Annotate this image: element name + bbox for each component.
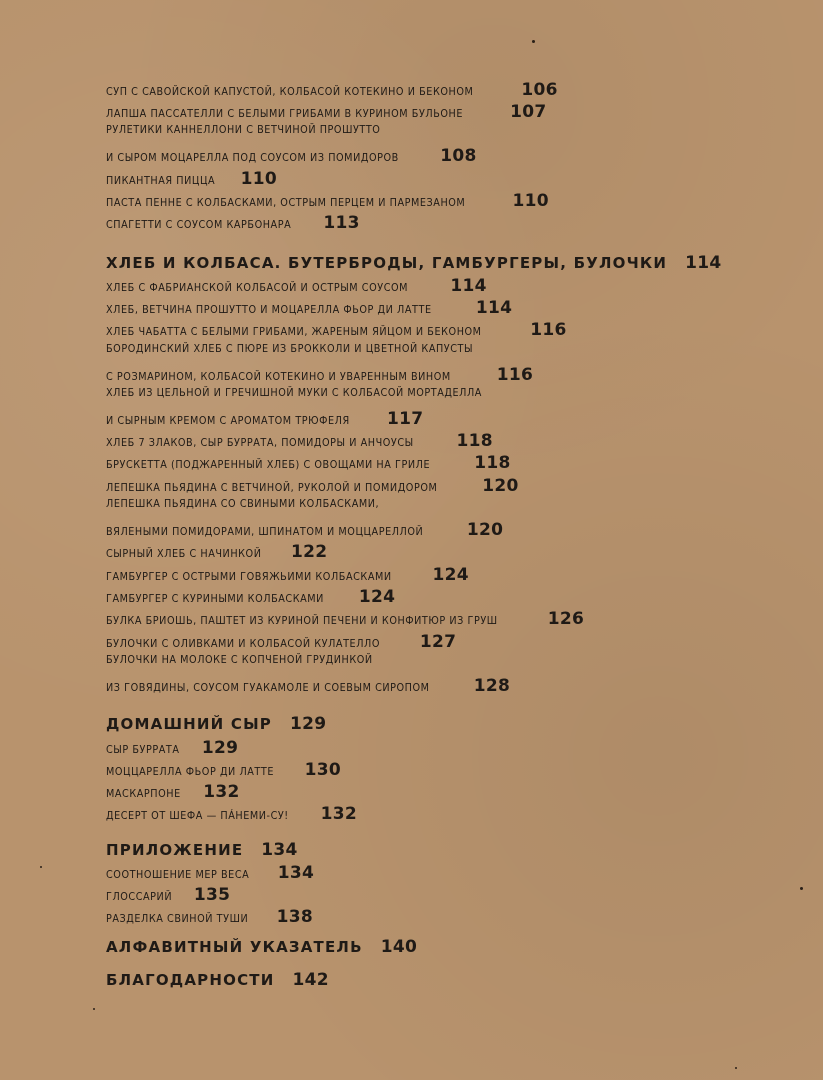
- toc-entry: [106, 191, 549, 211]
- toc-entry: [106, 213, 360, 233]
- page-number: 118: [456, 431, 493, 451]
- toc-entry: [106, 542, 327, 562]
- section-heading: [106, 970, 329, 990]
- page-number: 116: [530, 320, 567, 340]
- toc-entry: [106, 738, 238, 758]
- toc-entry: [106, 146, 477, 166]
- paper-speck: [800, 887, 803, 890]
- page-number: 114: [475, 298, 513, 318]
- page-number: 129: [201, 738, 239, 758]
- section-title: АЛФАВИТНЫЙ УКАЗАТЕЛЬ: [106, 938, 363, 956]
- entry-title: ЛЕПЕШКА ПЬЯДИНА СО СВИНЫМИ КОЛБАСКАМИ,: [106, 498, 380, 510]
- entry-title: ГАМБУРГЕР С ОСТРЫМИ ГОВЯЖЬИМИ КОЛБАСКАМИ: [106, 571, 392, 583]
- toc-entry: [106, 782, 240, 802]
- entry-title: БУЛОЧКИ НА МОЛОКЕ С КОПЧЕНОЙ ГРУДИНКОЙ: [106, 654, 373, 666]
- toc-entry: [106, 476, 519, 496]
- entry-title: ИЗ ГОВЯДИНЫ, СОУСОМ ГУАКАМОЛЕ И СОЕВЫМ СИРОПОМ: [106, 682, 430, 694]
- toc-entry: [106, 565, 469, 585]
- toc-entry: [106, 609, 584, 629]
- entry-title: МОЦЦАРЕЛЛА ФЬОР ДИ ЛАТТЕ: [106, 766, 275, 778]
- page-number: 124: [432, 565, 469, 585]
- entry-title: ГАМБУРГЕР С КУРИНЫМИ КОЛБАСКАМИ: [106, 593, 324, 605]
- page-number: 113: [323, 213, 360, 233]
- page-number: 138: [276, 907, 313, 927]
- page-number: 116: [496, 365, 534, 385]
- page-number: 117: [386, 409, 424, 429]
- entry-title: И СЫРОМ МОЦАРЕЛЛА ПОД СОУСОМ ИЗ ПОМИДОРОВ: [106, 152, 399, 164]
- section-heading: [106, 937, 417, 957]
- entry-title: ДЕСЕРТ ОТ ШЕФА — ПÁНЕМИ-СУ!: [106, 810, 289, 822]
- entry-title: СЫР БУРРАТА: [106, 744, 180, 756]
- toc-entry: [106, 676, 510, 696]
- section-heading: [106, 714, 326, 734]
- entry-title: ХЛЕБ 7 ЗЛАКОВ, СЫР БУРРАТА, ПОМИДОРЫ И АНЧОУСЫ: [106, 437, 414, 449]
- page-number: 127: [419, 632, 457, 652]
- section-title: ДОМАШНИЙ СЫР: [106, 715, 273, 733]
- toc-entry: [106, 387, 531, 399]
- toc-entry: [106, 654, 412, 666]
- toc-entry: [106, 804, 357, 824]
- page-number: 110: [240, 169, 278, 189]
- toc-entry: [106, 632, 456, 652]
- toc-entry: [106, 124, 420, 136]
- page-number: 120: [466, 520, 504, 540]
- section-title: ПРИЛОЖЕНИЕ: [106, 841, 244, 859]
- entry-title: ВЯЛЕНЫМИ ПОМИДОРАМИ, ШПИНАТОМ И МОЦЦАРЕЛЛОЙ: [106, 526, 424, 538]
- entry-title: МАСКАРПОНЕ: [106, 788, 181, 800]
- toc-entry: [106, 343, 521, 355]
- page-number: 108: [440, 146, 477, 166]
- entry-title: ГЛОССАРИЙ: [106, 891, 173, 903]
- page-number: 132: [203, 782, 240, 802]
- toc-entry: [106, 431, 493, 451]
- entry-title: БРУСКЕТТА (ПОДЖАРЕННЫЙ ХЛЕБ) С ОВОЩАМИ НА ГРИЛЕ: [106, 459, 431, 471]
- entry-title: ХЛЕБ ИЗ ЦЕЛЬНОЙ И ГРЕЧИШНОЙ МУКИ С КОЛБАСОЙ МОРТАДЕЛЛА: [106, 387, 482, 399]
- entry-title: РАЗДЕЛКА СВИНОЙ ТУШИ: [106, 913, 249, 925]
- page-number: 106: [521, 80, 558, 100]
- toc-entry: [106, 907, 313, 927]
- entry-title: СООТНОШЕНИЕ МЕР ВЕСА: [106, 869, 250, 881]
- page-number: 126: [547, 609, 585, 629]
- entry-title: ПАСТА ПЕННЕ С КОЛБАСКАМИ, ОСТРЫМ ПЕРЦЕМ И ПАРМЕЗАНОМ: [106, 197, 466, 209]
- toc-entry: [106, 320, 567, 340]
- page-number: 135: [193, 885, 231, 905]
- paper-speck: [532, 40, 535, 43]
- section-heading: [106, 840, 298, 860]
- entry-title: ХЛЕБ С ФАБРИАНСКОЙ КОЛБАСОЙ И ОСТРЫМ СОУСОМ: [106, 282, 409, 294]
- toc-entry: [106, 102, 546, 122]
- entry-title: ХЛЕБ, ВЕТЧИНА ПРОШУТТО И МОЦАРЕЛЛА ФЬОР ДИ ЛАТТЕ: [106, 304, 432, 316]
- toc-entry: [106, 760, 341, 780]
- toc-entry: [106, 80, 558, 100]
- paper-speck: [93, 1008, 95, 1010]
- toc-entry: [106, 276, 487, 296]
- toc-entry: [106, 453, 511, 473]
- entry-title: СУП С САВОЙСКОЙ КАПУСТОЙ, КОЛБАСОЙ КОТЕКИНО И БЕКОНОМ: [106, 86, 474, 98]
- page-number: 124: [358, 587, 396, 607]
- page-number: 132: [320, 804, 358, 824]
- entry-title: С РОЗМАРИНОМ, КОЛБАСОЙ КОТЕКИНО И УВАРЕННЫМ ВИНОМ: [106, 371, 451, 383]
- page-number: 134: [277, 863, 315, 883]
- page-number: 129: [290, 714, 327, 734]
- entry-title: ХЛЕБ ЧАБАТТА С БЕЛЫМИ ГРИБАМИ, ЖАРЕНЫМ ЯЙЦОМ И БЕКОНОМ: [106, 326, 482, 338]
- paper-speck: [735, 1067, 737, 1069]
- toc-entry: [106, 409, 423, 429]
- page-number: 128: [473, 676, 511, 696]
- entry-title: СЫРНЫЙ ХЛЕБ С НАЧИНКОЙ: [106, 548, 262, 560]
- section-title: ХЛЕБ И КОЛБАСА. БУТЕРБРОДЫ, ГАМБУРГЕРЫ, БУЛОЧКИ: [106, 254, 668, 272]
- entry-title: БОРОДИНСКИЙ ХЛЕБ С ПЮРЕ ИЗ БРОККОЛИ И ЦВЕТНОЙ КАПУСТЫ: [106, 343, 474, 355]
- entry-title: ЛАПША ПАССАТЕЛЛИ С БЕЛЫМИ ГРИБАМИ В КУРИНОМ БУЛЬОНЕ: [106, 108, 464, 120]
- entry-title: ЛЕПЕШКА ПЬЯДИНА С ВЕТЧИНОЙ, РУКОЛОЙ И ПОМИДОРОМ: [106, 482, 438, 494]
- entry-title: БУЛОЧКИ С ОЛИВКАМИ И КОЛБАСОЙ КУЛАТЕЛЛО: [106, 638, 380, 650]
- entry-title: ПИКАНТНАЯ ПИЦЦА: [106, 175, 216, 187]
- toc-entry: [106, 298, 512, 318]
- page-number: 110: [512, 191, 549, 211]
- page-number: 122: [291, 542, 328, 562]
- entry-title: БУЛКА БРИОШЬ, ПАШТЕТ ИЗ КУРИНОЙ ПЕЧЕНИ И КОНФИТЮР ИЗ ГРУШ: [106, 615, 498, 627]
- toc-entry: [106, 169, 277, 189]
- page-number: 140: [380, 937, 418, 957]
- toc-entry: [106, 863, 314, 883]
- page-number: 142: [292, 970, 329, 990]
- toc-entry: [106, 365, 533, 385]
- entry-title: РУЛЕТИКИ КАННЕЛЛОНИ С ВЕТЧИНОЙ ПРОШУТТО: [106, 124, 381, 136]
- toc-entry: [106, 520, 503, 540]
- entry-title: И СЫРНЫМ КРЕМОМ С АРОМАТОМ ТРЮФЕЛЯ: [106, 415, 350, 427]
- page-number: 120: [482, 476, 519, 496]
- page-number: 118: [474, 453, 511, 473]
- page-number: 130: [304, 760, 341, 780]
- entry-title: СПАГЕТТИ С СОУСОМ КАРБОНАРА: [106, 219, 292, 231]
- page-number: 107: [510, 102, 547, 122]
- toc-entry: [106, 498, 419, 510]
- page-number: 114: [685, 253, 722, 273]
- toc-entry: [106, 587, 395, 607]
- page-number: 134: [261, 840, 298, 860]
- page-number: 114: [450, 276, 487, 296]
- toc-entry: [106, 885, 230, 905]
- section-title: БЛАГОДАРНОСТИ: [106, 971, 275, 989]
- section-heading: [106, 253, 722, 273]
- paper-speck: [40, 866, 42, 868]
